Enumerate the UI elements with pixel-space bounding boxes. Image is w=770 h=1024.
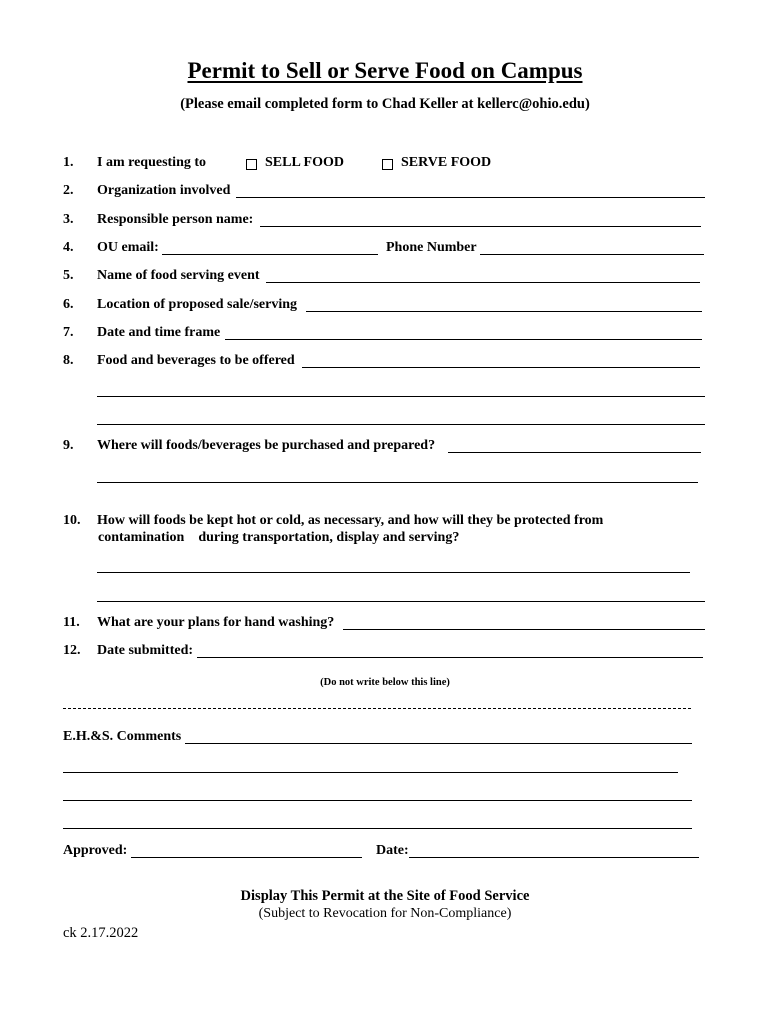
display-permit-notice: Display This Permit at the Site of Food Service xyxy=(240,888,530,904)
item-number: 3. xyxy=(63,212,74,227)
hot-cold-line-2[interactable] xyxy=(97,601,705,602)
location-field[interactable] xyxy=(306,311,702,312)
item-number: 10. xyxy=(63,513,81,528)
item-number: 7. xyxy=(63,325,74,340)
item-number: 1. xyxy=(63,155,74,170)
organization-field[interactable] xyxy=(236,197,705,198)
food-beverages-label: Food and beverages to be offered xyxy=(97,353,295,368)
purchase-prepare-field[interactable] xyxy=(448,452,701,453)
item-number: 9. xyxy=(63,438,74,453)
date-time-field[interactable] xyxy=(225,339,702,340)
purchase-prepare-line-2[interactable] xyxy=(97,482,698,483)
ehs-comments-label: E.H.&S. Comments xyxy=(63,729,182,744)
date-label: Date: xyxy=(376,843,409,858)
version-stamp: ck 2.17.2022 xyxy=(63,925,139,941)
event-name-label: Name of food serving event xyxy=(97,268,260,283)
ehs-comments-line-4[interactable] xyxy=(63,828,692,829)
item-number: 12. xyxy=(63,643,81,658)
purchase-prepare-label: Where will foods/beverages be purchased and prepared? xyxy=(97,438,436,453)
date-field[interactable] xyxy=(409,857,699,858)
approved-label: Approved: xyxy=(63,843,128,858)
hot-cold-line-1[interactable] xyxy=(97,572,690,573)
ou-email-label: OU email: xyxy=(97,240,159,255)
hot-cold-label-continued: contamination during transportation, display and serving? xyxy=(98,530,460,545)
organization-label: Organization involved xyxy=(97,183,231,198)
responsible-person-label: Responsible person name: xyxy=(97,212,254,227)
responsible-person-field[interactable] xyxy=(260,226,701,227)
sell-food-checkbox[interactable] xyxy=(246,159,257,170)
hand-washing-label: What are your plans for hand washing? xyxy=(97,615,335,630)
divider-line xyxy=(63,708,691,709)
location-label: Location of proposed sale/serving xyxy=(97,297,298,312)
item-number: 5. xyxy=(63,268,74,283)
hot-cold-label: How will foods be kept hot or cold, as necessary, and how will they be protected from xyxy=(97,513,604,528)
phone-number-label: Phone Number xyxy=(386,240,477,255)
serve-food-label: SERVE FOOD xyxy=(401,155,492,170)
food-beverages-field[interactable] xyxy=(302,367,700,368)
form-title: Permit to Sell or Serve Food on Campus xyxy=(187,58,583,83)
item-number: 6. xyxy=(63,297,74,312)
food-beverages-line-3[interactable] xyxy=(97,424,705,425)
date-time-label: Date and time frame xyxy=(97,325,221,340)
ou-email-field[interactable] xyxy=(162,254,378,255)
date-submitted-label: Date submitted: xyxy=(97,643,194,658)
approved-field[interactable] xyxy=(131,857,362,858)
requesting-label: I am requesting to xyxy=(97,155,207,170)
hand-washing-field[interactable] xyxy=(343,629,705,630)
revocation-notice: (Subject to Revocation for Non-Compliance) xyxy=(258,906,512,921)
do-not-write-note: (Do not write below this line) xyxy=(320,677,450,688)
item-number: 11. xyxy=(63,615,80,630)
event-name-field[interactable] xyxy=(266,282,700,283)
item-number: 4. xyxy=(63,240,74,255)
phone-number-field[interactable] xyxy=(480,254,704,255)
item-number: 8. xyxy=(63,353,74,368)
item-number: 2. xyxy=(63,183,74,198)
ehs-comments-field[interactable] xyxy=(185,743,692,744)
ehs-comments-line-2[interactable] xyxy=(63,772,678,773)
ehs-comments-line-3[interactable] xyxy=(63,800,692,801)
food-beverages-line-2[interactable] xyxy=(97,396,705,397)
form-subtitle: (Please email completed form to Chad Keller at kellerc@ohio.edu) xyxy=(180,96,590,112)
date-submitted-field[interactable] xyxy=(197,657,703,658)
serve-food-checkbox[interactable] xyxy=(382,159,393,170)
sell-food-label: SELL FOOD xyxy=(265,155,344,170)
